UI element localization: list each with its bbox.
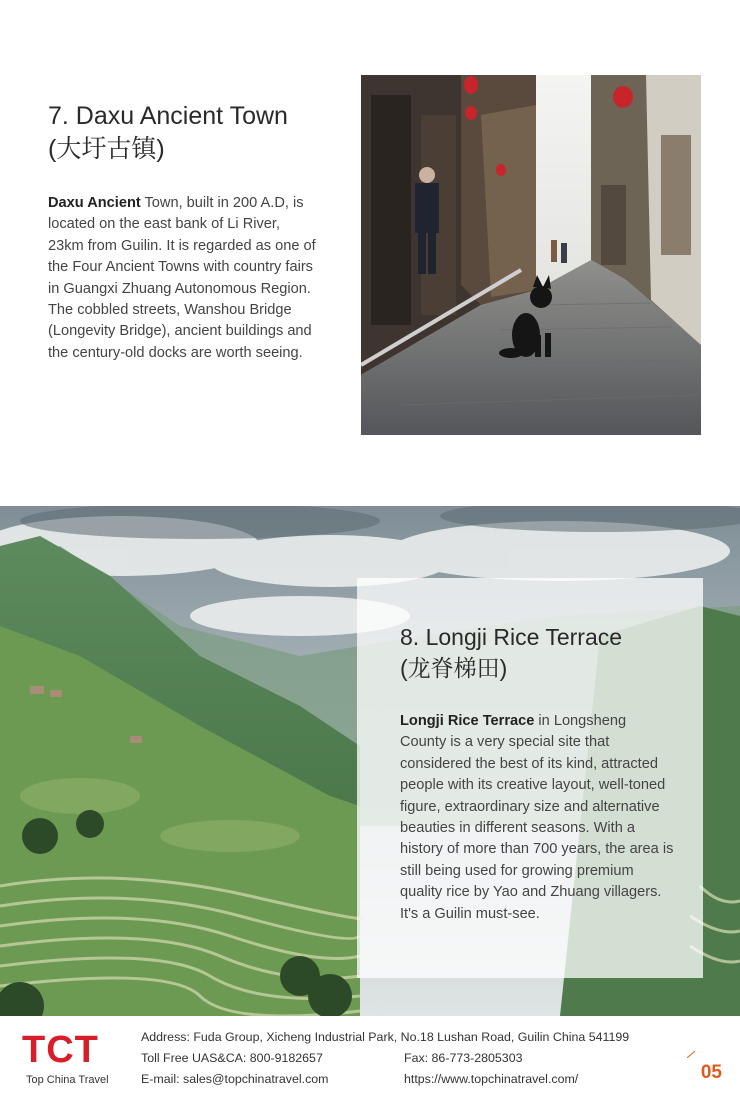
tct-logo [22, 1030, 120, 1092]
section-7-title-en: 7. Daxu Ancient Town [48, 102, 288, 130]
section-8-title-cn: (龙脊梯田) [400, 655, 508, 681]
page-footer [0, 1016, 740, 1100]
section-7-title-cn: (大圩古镇) [48, 135, 165, 163]
section-8-body-text: in Longsheng County is a very special site that considered the best of its kind, attracted people with its creative layout, well-toned figure, extraordinary size and alternative beauties in different seasons. With a history of more than 700 years, the area is still being used for growing premium quality rice by Yao and Zhuang villagers. It's a Guilin must-see. [400, 713, 674, 922]
daxu-street-photo [361, 75, 701, 435]
section-7-body-text: Town, built in 200 A.D, is located on the east bank of Li River, 23km from Guilin. It is regarded as one of the Four Ancient Towns with country fairs in Guangxi Zhuang Autonomous Region. The cobbled streets, Wanshou Bridge (Longevity Bridge), ancient buildings and the century-old docks are worth seeing. [48, 195, 316, 361]
section-7-lead: Daxu Ancient [48, 195, 141, 211]
page-number-accent [687, 1051, 695, 1058]
logo-mark: TCT [22, 1029, 99, 1071]
footer-website-link[interactable]: https://www.topchinatravel.com/ [404, 1072, 579, 1086]
section-8-lead: Longji Rice Terrace [400, 713, 535, 729]
section-7-description [48, 193, 316, 364]
footer-fax: Fax: 86-773-2805303 [404, 1051, 523, 1065]
footer-address: Address: Fuda Group, Xicheng Industrial Park, No.18 Lushan Road, Guilin China 541199 [141, 1030, 630, 1044]
footer-tollfree: Toll Free UAS&CA: 800-9182657 [141, 1051, 323, 1065]
longji-info-panel [357, 578, 703, 978]
page-number: 05 [700, 1062, 722, 1083]
footer-email[interactable]: E-mail: sales@topchinatravel.com [141, 1072, 329, 1086]
section-7-title [48, 100, 338, 166]
section-8-description [400, 711, 675, 925]
logo-tagline: Top China Travel [26, 1074, 109, 1086]
section-8-title-en: 8. Longji Rice Terrace [400, 624, 623, 650]
section-8-title [400, 622, 690, 684]
